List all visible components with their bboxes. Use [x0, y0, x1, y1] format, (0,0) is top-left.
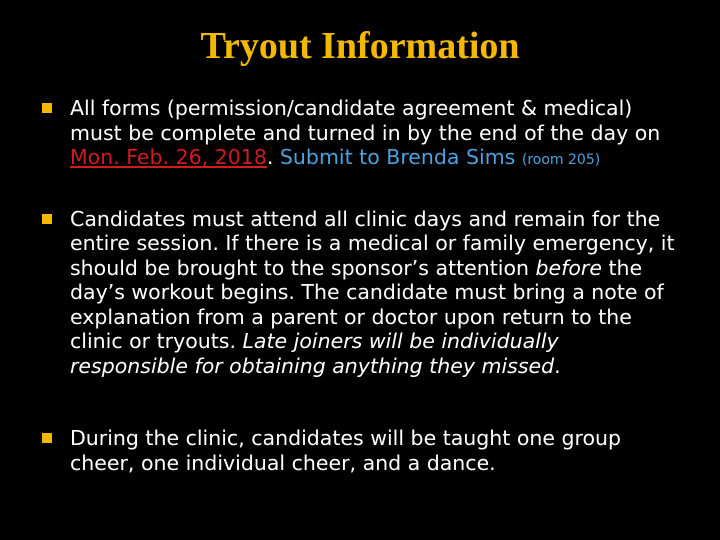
bullet-attendance: [40, 207, 680, 379]
bullet-forms-separator: .: [266, 145, 280, 169]
bullet-clinic-text: During the clinic, candidates will be taught one group cheer, one individual cheer, and a dance.: [70, 426, 622, 475]
bullet-attendance-text-3: .: [554, 353, 561, 378]
bullet-attendance-text-1: Candidates must attend all clinic days and remain for the entire session. If there is a medical or family emergency, it should be brought to the sponsor’s attention: [70, 206, 675, 280]
bullet-list: [40, 96, 680, 475]
deadline-date: Mon. Feb. 26, 2018: [70, 145, 267, 169]
bullet-attendance-text-2: the day’s workout begins. The candidate must bring a note of explanation from a parent or doctor upon return to the clinic or tryouts.: [70, 255, 664, 353]
bullet-clinic: [40, 426, 680, 475]
bullet-forms-text: All forms (permission/candidate agreement & medical) must be complete and turned in by the end of the day on: [70, 96, 661, 145]
bullet-attendance-italic-late-joiners: Late joiners will be individually responsible for obtaining anything they missed: [70, 329, 559, 378]
square-bullet-icon: [42, 433, 52, 443]
slide-title: Tryout Information: [200, 25, 520, 67]
room-note: (room 205): [521, 152, 601, 168]
square-bullet-icon: [42, 214, 52, 224]
square-bullet-icon: [42, 103, 52, 113]
bullet-forms: [40, 96, 680, 173]
submit-to-text: Submit to Brenda Sims: [279, 145, 516, 169]
bullet-attendance-italic-before: before: [535, 255, 602, 280]
